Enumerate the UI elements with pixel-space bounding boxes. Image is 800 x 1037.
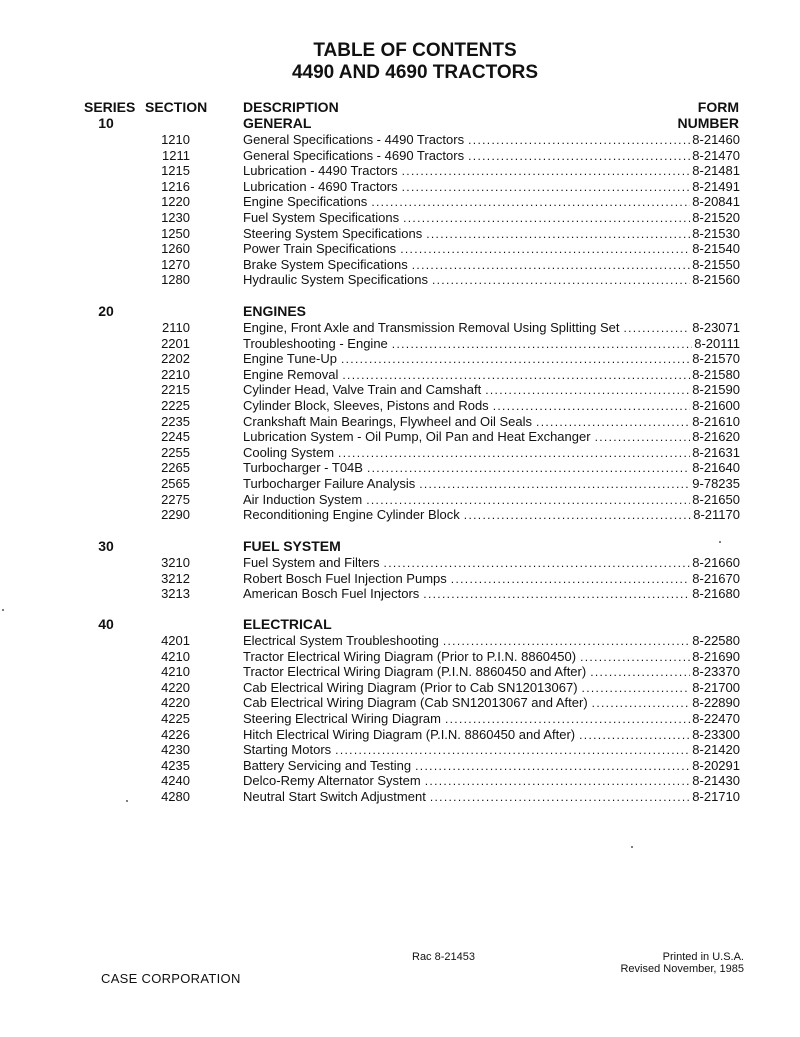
page-title: TABLE OF CONTENTS <box>313 40 517 61</box>
entry-description: Power Train Specifications <box>243 241 397 257</box>
dot-leader <box>443 634 690 650</box>
form-number: 8-21600 <box>692 398 740 413</box>
entry-description: Turbocharger Failure Analysis <box>243 476 416 491</box>
entry-line <box>243 148 740 165</box>
section-number: 2202 <box>161 351 190 367</box>
scan-speck <box>126 800 128 802</box>
dot-leader <box>445 712 690 728</box>
entry-line <box>243 773 740 790</box>
toc-entry[interactable] <box>150 742 740 758</box>
toc-entry[interactable] <box>150 680 740 696</box>
toc-entry[interactable] <box>150 429 740 445</box>
dot-leader <box>579 728 690 744</box>
column-header-section: SECTION <box>145 99 208 115</box>
form-number: 8-22580 <box>692 633 740 648</box>
dot-leader <box>384 556 691 572</box>
section-number: 1220 <box>161 194 190 210</box>
section-number: 2265 <box>161 460 190 476</box>
section-number: 4230 <box>161 742 190 758</box>
form-number: 8-23300 <box>692 726 740 742</box>
toc-entry[interactable] <box>150 789 740 805</box>
column-header-form: FORM <box>697 99 739 115</box>
form-number: 9-78235 <box>692 476 740 491</box>
form-number: 8-21491 <box>692 178 740 194</box>
group-title: FUEL SYSTEM <box>243 538 341 554</box>
scan-speck <box>719 541 721 543</box>
form-number: 8-21640 <box>692 460 740 476</box>
entry-line <box>243 272 740 289</box>
entry-description: Engine Specifications <box>243 194 368 210</box>
section-number: 1216 <box>161 178 190 194</box>
form-number: 8-21530 <box>692 225 740 241</box>
form-number: 8-21580 <box>692 366 740 382</box>
form-number: 8-21430 <box>692 773 740 789</box>
toc-entry[interactable] <box>150 773 740 789</box>
dot-leader <box>582 681 691 697</box>
entry-description: American Bosch Fuel Injectors <box>243 586 420 602</box>
section-number: 2275 <box>161 491 190 507</box>
entry-description: Tractor Electrical Wiring Diagram (P.I.N. 8860450 and After) <box>243 664 587 680</box>
dot-leader <box>412 258 691 274</box>
dot-leader <box>595 430 691 446</box>
toc-entry[interactable] <box>150 257 740 273</box>
section-number: 2255 <box>161 444 190 460</box>
form-number: 8-21590 <box>692 382 740 398</box>
group-title: GENERAL <box>243 115 312 131</box>
dot-leader <box>590 665 690 681</box>
section-number: 2565 <box>161 476 190 491</box>
series-number: 40 <box>98 616 114 632</box>
page-subtitle: 4490 AND 4690 TRACTORS <box>291 62 539 83</box>
toc-entry[interactable] <box>150 194 740 210</box>
entry-line <box>243 429 740 446</box>
form-number: 8-21560 <box>692 272 740 288</box>
group-title: ENGINES <box>243 303 307 319</box>
section-number: 1211 <box>162 147 190 163</box>
toc-entry[interactable] <box>150 758 740 774</box>
series-number: 30 <box>98 538 114 554</box>
dot-leader <box>400 242 690 258</box>
entry-line <box>243 320 740 337</box>
entry-description: Steering Electrical Wiring Diagram <box>243 711 441 726</box>
section-number: 3212 <box>161 570 190 586</box>
column-header-description: DESCRIPTION <box>243 99 339 115</box>
entry-line <box>243 163 740 180</box>
dot-leader <box>485 383 690 399</box>
entry-description: Troubleshooting - Engine <box>243 335 388 351</box>
toc-entry[interactable] <box>150 367 740 383</box>
section-number: 4226 <box>161 726 190 742</box>
section-number: 2235 <box>161 413 190 429</box>
dot-leader <box>580 650 690 666</box>
section-number: 1250 <box>161 225 190 241</box>
entry-description: Tractor Electrical Wiring Diagram (Prior to P.I.N. 8860450) <box>243 648 577 664</box>
dot-leader <box>432 273 690 289</box>
toc-entry[interactable] <box>150 382 740 398</box>
company-name: CASE CORPORATION <box>101 971 241 986</box>
section-number: 1215 <box>161 163 190 179</box>
dot-leader <box>468 149 690 165</box>
toc-entry[interactable] <box>150 414 740 430</box>
entry-description: Reconditioning Engine Cylinder Block <box>243 507 460 523</box>
entry-description: Neutral Start Switch Adjustment <box>243 789 426 804</box>
dot-leader <box>464 508 691 524</box>
column-header-number: NUMBER <box>677 115 739 131</box>
section-number: 4225 <box>161 711 190 726</box>
entry-line <box>243 711 740 728</box>
dot-leader <box>536 415 690 431</box>
entry-line <box>243 210 740 227</box>
dot-leader <box>341 352 690 368</box>
form-number: 8-21520 <box>692 210 740 225</box>
section-number: 4210 <box>161 664 190 680</box>
toc-entry[interactable] <box>150 445 740 461</box>
toc-entry[interactable] <box>150 664 740 680</box>
scan-speck <box>2 609 4 611</box>
section-number: 4220 <box>161 679 190 695</box>
toc-entry[interactable] <box>150 649 740 665</box>
dot-leader <box>367 461 690 477</box>
series-number: 10 <box>98 115 114 131</box>
dot-leader <box>415 759 690 775</box>
entry-line <box>243 351 740 368</box>
section-number: 4210 <box>161 648 190 664</box>
toc-entry[interactable] <box>150 179 740 195</box>
form-number: 8-21540 <box>692 241 740 257</box>
section-number: 2110 <box>162 320 190 335</box>
toc-entry[interactable] <box>150 711 740 727</box>
entry-description: Turbocharger - T04B <box>243 460 363 476</box>
toc-entry[interactable] <box>150 241 740 257</box>
entry-line <box>243 727 740 744</box>
section-number: 2215 <box>161 382 190 398</box>
form-number: 8-21680 <box>692 586 740 602</box>
entry-line <box>243 132 740 149</box>
dot-leader <box>423 587 690 603</box>
form-number: 8-21481 <box>692 163 740 179</box>
entry-line <box>243 257 740 274</box>
section-number: 1260 <box>161 241 190 257</box>
entry-line <box>243 695 740 712</box>
entry-description: Engine Tune-Up <box>243 351 337 367</box>
entry-description: Cooling System <box>243 444 335 460</box>
entry-description: Battery Servicing and Testing <box>243 757 412 773</box>
form-number: 8-21170 <box>693 507 740 523</box>
scan-speck <box>631 846 633 848</box>
entry-line <box>243 571 740 588</box>
dot-leader <box>430 790 690 806</box>
toc-entry[interactable] <box>150 132 740 148</box>
form-number: 8-21420 <box>692 742 740 758</box>
entry-description: Lubrication System - Oil Pump, Oil Pan and Heat Exchanger <box>243 429 591 445</box>
entry-line <box>243 445 740 462</box>
toc-entry[interactable] <box>150 586 740 602</box>
dot-leader <box>426 227 690 243</box>
toc-entry[interactable] <box>150 398 740 414</box>
section-number: 2245 <box>161 429 190 445</box>
entry-description: Cab Electrical Wiring Diagram (Cab SN12013067 and After) <box>243 695 588 711</box>
entry-line <box>243 194 740 211</box>
entry-line <box>243 507 740 524</box>
entry-line <box>243 414 740 431</box>
entry-description: Cylinder Block, Sleeves, Pistons and Rods <box>243 398 489 413</box>
section-number: 4240 <box>161 773 190 789</box>
toc-entry[interactable] <box>150 460 740 476</box>
section-number: 4201 <box>161 633 190 648</box>
section-number: 1270 <box>161 256 190 272</box>
series-number: 20 <box>98 303 114 319</box>
section-number: 2210 <box>161 366 190 382</box>
entry-description: Hitch Electrical Wiring Diagram (P.I.N. 8860450 and After) <box>243 726 576 742</box>
entry-line <box>243 241 740 258</box>
section-number: 1280 <box>161 272 190 288</box>
entry-line <box>243 179 740 196</box>
entry-description: Starting Motors <box>243 742 332 758</box>
form-number: 8-21670 <box>692 570 740 586</box>
entry-line <box>243 664 740 681</box>
form-number: 8-21470 <box>692 147 740 163</box>
entry-description: Lubrication - 4490 Tractors <box>243 163 398 179</box>
group-title: ELECTRICAL <box>243 616 332 632</box>
section-number: 4280 <box>161 789 190 804</box>
printed-note: Printed in U.S.A. <box>662 951 744 963</box>
toc-entry[interactable] <box>150 148 740 164</box>
entry-description: Engine, Front Axle and Transmission Removal Using Splitting Set <box>243 320 620 335</box>
entry-description: Air Induction System <box>243 491 363 507</box>
entry-line <box>243 367 740 384</box>
dot-leader <box>338 446 690 462</box>
entry-description: Robert Bosch Fuel Injection Pumps <box>243 570 447 586</box>
toc-entry[interactable] <box>150 727 740 743</box>
entry-description: Fuel System Specifications <box>243 210 400 225</box>
toc-entry[interactable] <box>150 571 740 587</box>
entry-description: Cab Electrical Wiring Diagram (Prior to Cab SN12013067) <box>243 679 578 695</box>
entry-description: General Specifications - 4690 Tractors <box>243 147 465 163</box>
toc-entry[interactable] <box>150 695 740 711</box>
dot-leader <box>403 211 690 227</box>
entry-description: Electrical System Troubleshooting <box>243 633 439 648</box>
dot-leader <box>392 337 692 353</box>
toc-entry[interactable] <box>150 163 740 179</box>
dot-leader <box>342 368 690 384</box>
form-number: 8-20841 <box>692 194 740 210</box>
dot-leader <box>451 572 691 588</box>
section-number: 3210 <box>161 555 190 570</box>
dot-leader <box>335 743 690 759</box>
form-number: 8-21570 <box>692 351 740 367</box>
entry-description: Steering System Specifications <box>243 225 423 241</box>
section-number: 2225 <box>161 398 190 413</box>
section-number: 3213 <box>161 586 190 602</box>
entry-line <box>243 336 740 353</box>
toc-entry[interactable] <box>150 492 740 508</box>
toc-entry[interactable] <box>150 476 740 492</box>
entry-line <box>243 398 740 415</box>
toc-entry[interactable] <box>150 272 740 288</box>
dot-leader <box>402 164 691 180</box>
form-reference: Rac 8-21453 <box>412 951 475 963</box>
entry-description: Hydraulic System Specifications <box>243 272 428 288</box>
form-number: 8-21610 <box>692 413 740 429</box>
section-number: 1230 <box>161 210 190 225</box>
entry-description: Delco-Remy Alternator System <box>243 773 421 789</box>
toc-entry[interactable] <box>150 351 740 367</box>
entry-line <box>243 789 740 806</box>
dot-leader <box>592 696 691 712</box>
dot-leader <box>623 321 690 337</box>
entry-line <box>243 758 740 775</box>
form-number: 8-21631 <box>692 444 740 460</box>
entry-description: Engine Removal <box>243 366 339 382</box>
toc-entry[interactable] <box>150 320 740 336</box>
entry-line <box>243 492 740 509</box>
entry-line <box>243 742 740 759</box>
section-number: 2290 <box>161 507 190 523</box>
entry-description: Brake System Specifications <box>243 256 408 272</box>
revision-note: Revised November, 1985 <box>620 963 744 975</box>
form-number: 8-22470 <box>692 711 740 726</box>
form-number: 8-20291 <box>692 757 740 773</box>
form-number: 8-21700 <box>692 679 740 695</box>
form-number: 8-23071 <box>692 320 740 335</box>
toc-entry[interactable] <box>150 555 740 571</box>
entry-line <box>243 382 740 399</box>
entry-line <box>243 586 740 603</box>
toc-entry[interactable] <box>150 226 740 242</box>
section-number: 1210 <box>161 132 190 147</box>
entry-line <box>243 649 740 666</box>
form-number: 8-21690 <box>692 648 740 664</box>
entry-description: Cylinder Head, Valve Train and Camshaft <box>243 382 482 398</box>
form-number: 8-21660 <box>692 555 740 570</box>
entry-line <box>243 460 740 477</box>
entry-line <box>243 680 740 697</box>
form-number: 8-23370 <box>692 664 740 680</box>
entry-description: Crankshaft Main Bearings, Flywheel and Oil Seals <box>243 413 533 429</box>
entry-description: General Specifications - 4490 Tractors <box>243 132 465 147</box>
toc-entry[interactable] <box>150 210 740 226</box>
dot-leader <box>468 133 690 149</box>
form-number: 8-20111 <box>694 335 740 351</box>
entry-description: Lubrication - 4690 Tractors <box>243 178 398 194</box>
dot-leader <box>366 493 690 509</box>
section-number: 4220 <box>161 695 190 711</box>
form-number: 8-21460 <box>692 132 740 147</box>
entry-description: Fuel System and Filters <box>243 555 380 570</box>
dot-leader <box>419 477 690 493</box>
form-number: 8-21710 <box>692 789 740 804</box>
toc-entry[interactable] <box>150 336 740 352</box>
entry-line <box>243 226 740 243</box>
toc-entry[interactable] <box>150 507 740 523</box>
form-number: 8-21650 <box>692 491 740 507</box>
dot-leader <box>425 774 691 790</box>
toc-entry[interactable] <box>150 633 740 649</box>
entry-line <box>243 476 740 493</box>
form-number: 8-22890 <box>692 695 740 711</box>
dot-leader <box>493 399 691 415</box>
dot-leader <box>371 195 690 211</box>
entry-line <box>243 633 740 650</box>
form-number: 8-21620 <box>692 429 740 445</box>
entry-line <box>243 555 740 572</box>
column-header-series: SERIES <box>84 99 136 115</box>
section-number: 4235 <box>161 757 190 773</box>
dot-leader <box>402 180 691 196</box>
form-number: 8-21550 <box>692 256 740 272</box>
section-number: 2201 <box>161 335 190 351</box>
